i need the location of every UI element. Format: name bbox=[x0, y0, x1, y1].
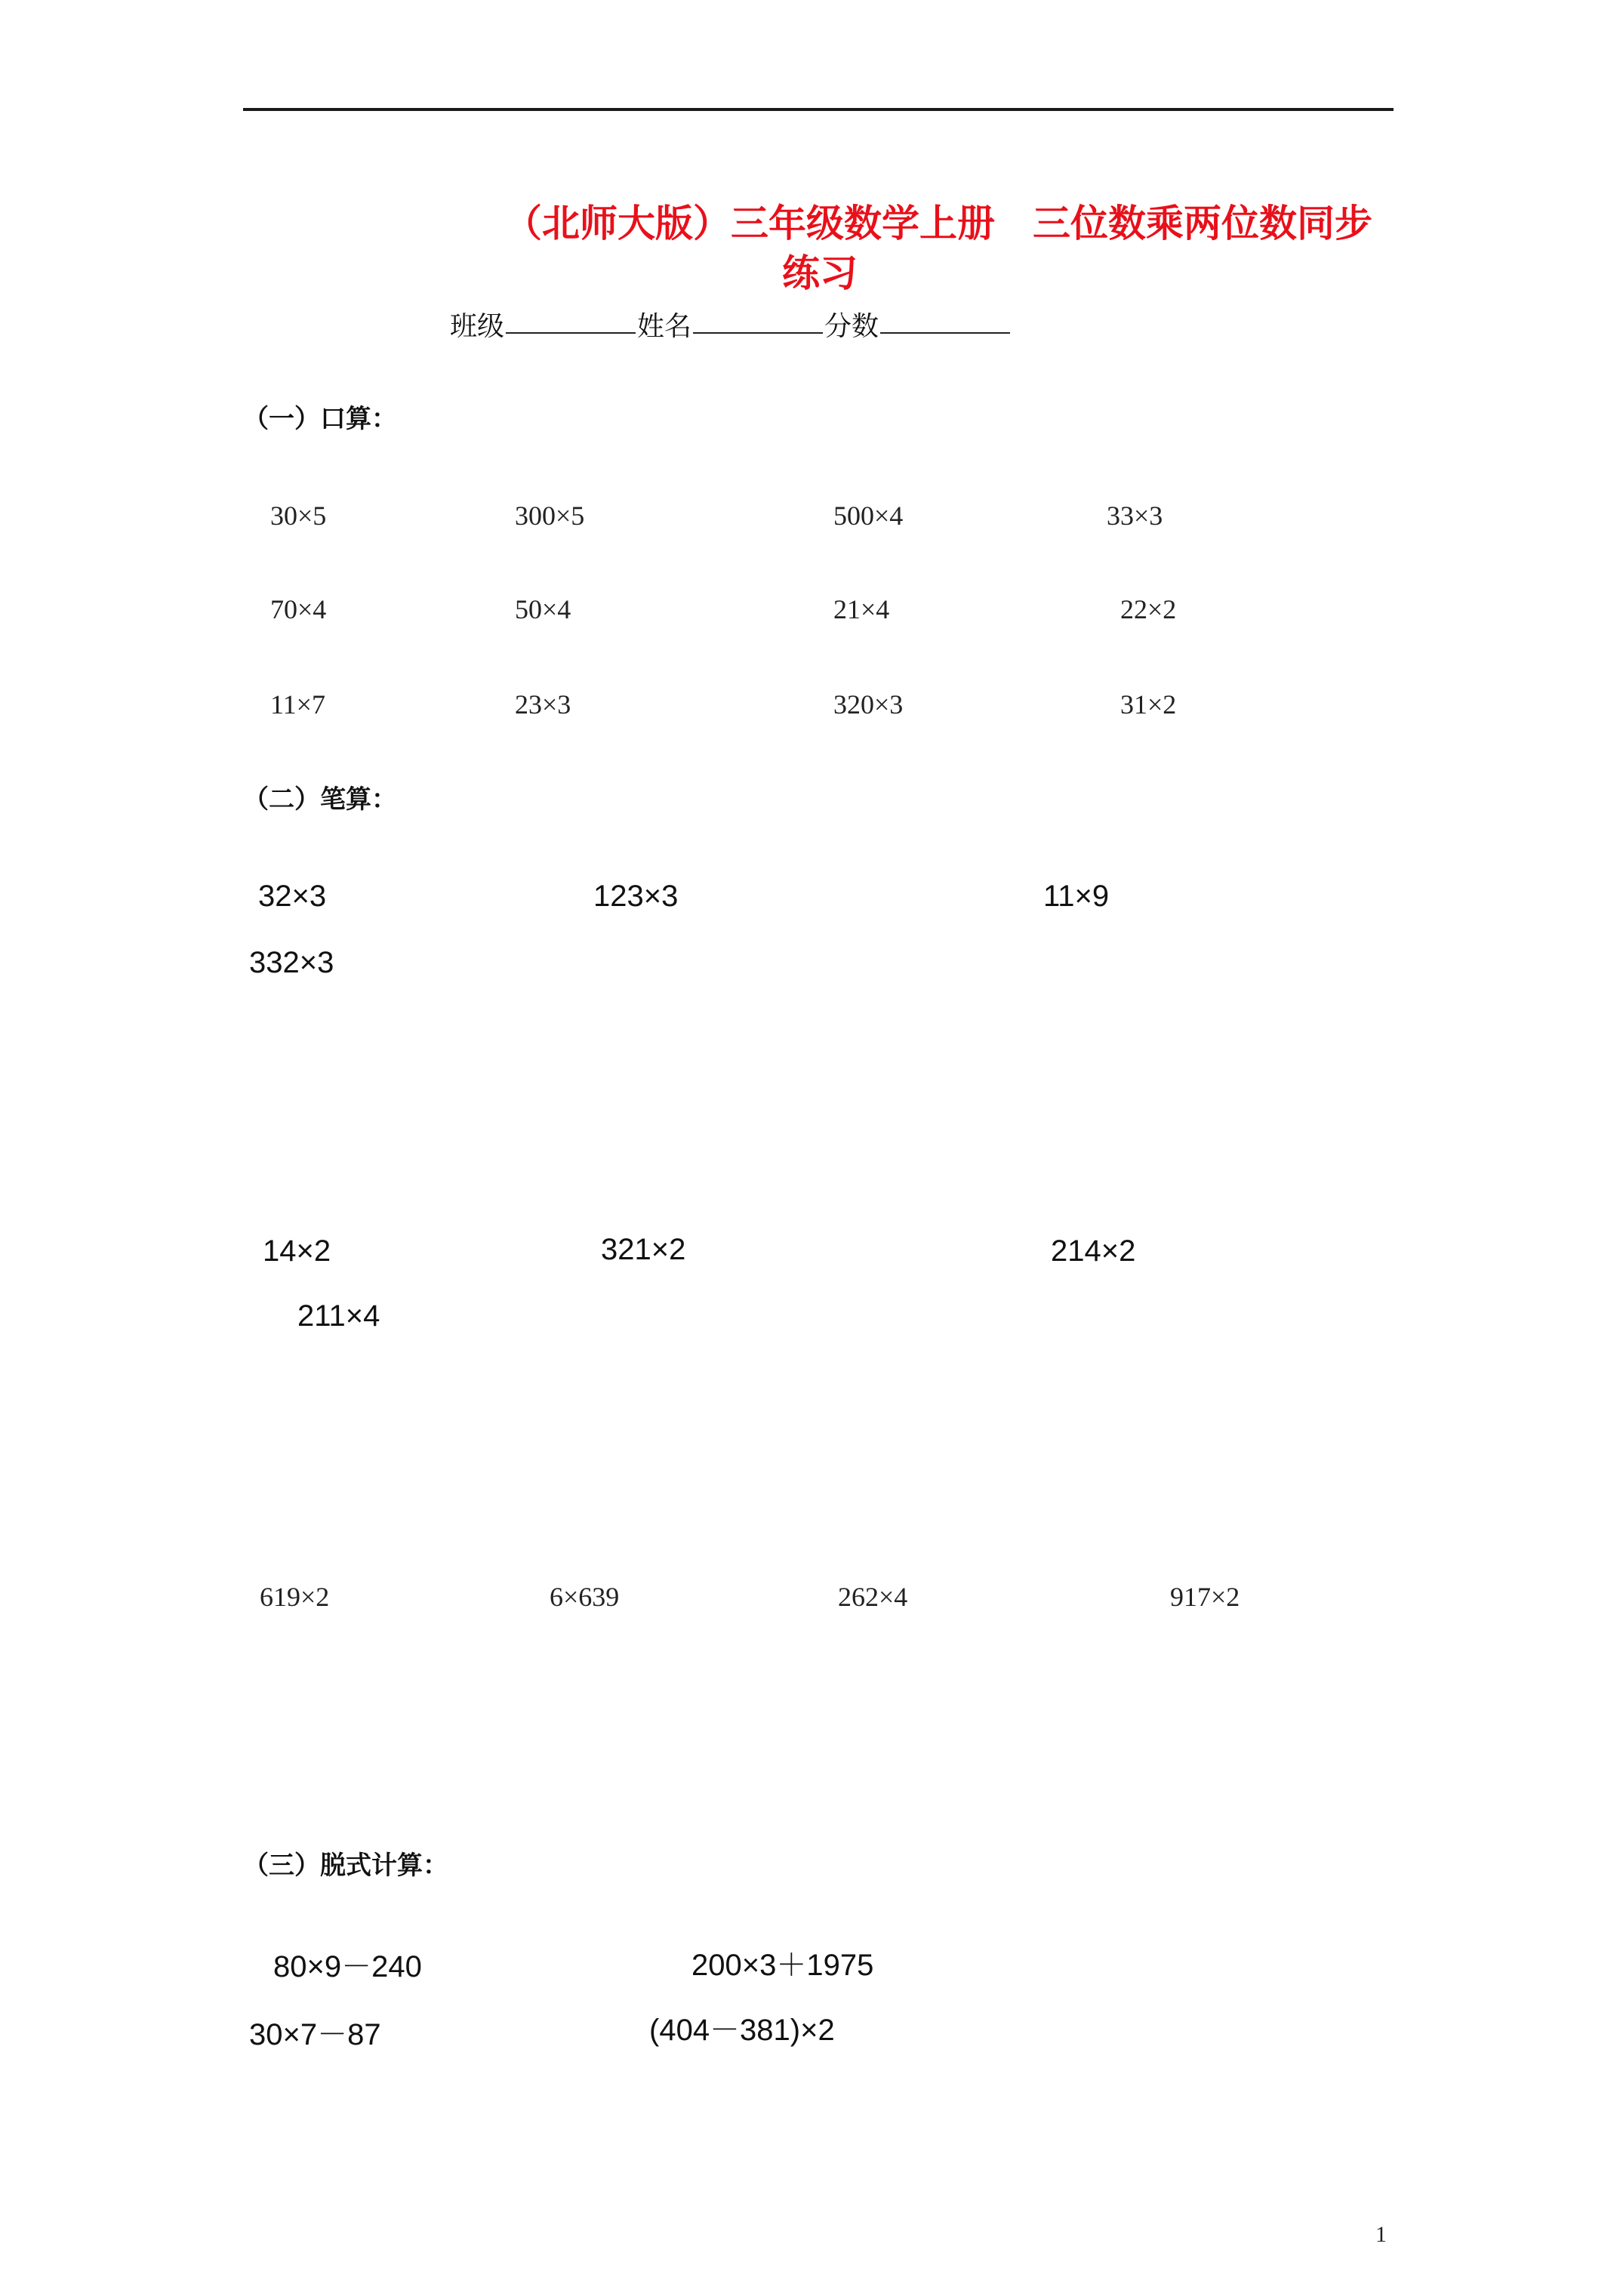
written-item: 123×3 bbox=[593, 880, 679, 913]
class-blank bbox=[506, 331, 636, 334]
oral-item: 23×3 bbox=[515, 689, 571, 720]
score-label: 分数 bbox=[824, 311, 879, 342]
written-item: 214×2 bbox=[1051, 1234, 1136, 1268]
written-item: 32×3 bbox=[258, 880, 327, 913]
written-item: 262×4 bbox=[838, 1582, 908, 1612]
written-item: 11×9 bbox=[1043, 880, 1110, 913]
name-label: 姓名 bbox=[637, 311, 692, 342]
section-heading-written: （二）笔算： bbox=[243, 784, 397, 815]
written-item: 619×2 bbox=[260, 1582, 330, 1612]
oral-item: 500×4 bbox=[833, 501, 904, 531]
written-item: 6×639 bbox=[550, 1582, 620, 1612]
oral-item: 70×4 bbox=[270, 594, 327, 624]
stepwise-item: (404－381)×2 bbox=[649, 2014, 835, 2047]
name-blank bbox=[693, 331, 823, 334]
stepwise-item: 200×3＋1975 bbox=[691, 1949, 874, 1982]
written-item: 321×2 bbox=[601, 1233, 686, 1266]
oral-item: 50×4 bbox=[515, 594, 571, 624]
stepwise-item: 30×7－87 bbox=[249, 2018, 381, 2051]
written-item: 332×3 bbox=[249, 946, 334, 979]
oral-item: 22×2 bbox=[1120, 594, 1177, 624]
student-info-line bbox=[450, 308, 1012, 346]
oral-item: 33×3 bbox=[1107, 501, 1163, 531]
written-item: 917×2 bbox=[1170, 1582, 1240, 1612]
section-heading-oral: （一）口算： bbox=[243, 404, 397, 434]
oral-item: 11×7 bbox=[270, 689, 325, 720]
oral-item: 320×3 bbox=[833, 689, 904, 720]
stepwise-item: 80×9－240 bbox=[273, 1950, 422, 1983]
worksheet-title-line1: （北师大版）三年级数学上册 三位数乘两位数同步 bbox=[504, 202, 1372, 245]
score-blank bbox=[880, 331, 1010, 334]
written-item: 14×2 bbox=[263, 1234, 331, 1268]
worksheet-title-line2: 练习 bbox=[782, 251, 858, 295]
oral-item: 300×5 bbox=[515, 501, 585, 531]
oral-item: 30×5 bbox=[270, 501, 327, 531]
section-heading-stepwise: （三）脱式计算： bbox=[243, 1851, 448, 1881]
written-item: 211×4 bbox=[297, 1299, 380, 1333]
header-rule bbox=[243, 108, 1394, 111]
page-number: 1 bbox=[1375, 2222, 1387, 2247]
oral-item: 31×2 bbox=[1120, 689, 1177, 720]
oral-item: 21×4 bbox=[833, 594, 890, 624]
class-label: 班级 bbox=[450, 311, 505, 342]
